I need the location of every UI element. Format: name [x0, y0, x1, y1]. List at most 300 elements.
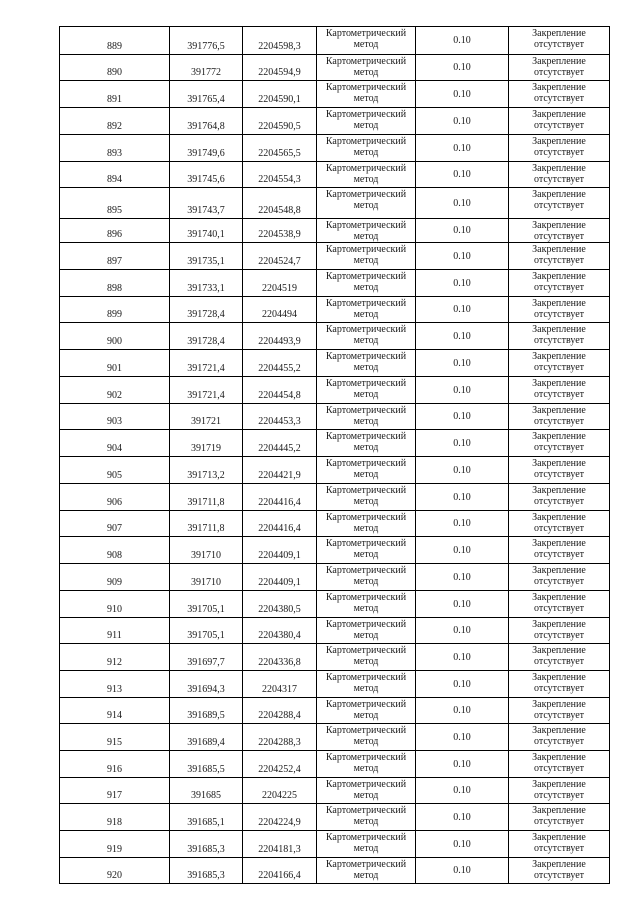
fixing-cell: [509, 108, 610, 135]
coordinate-x-text: 391711,8: [187, 523, 225, 534]
fixing-cell: [509, 81, 610, 108]
fixing-cell: [509, 135, 610, 162]
method-cell: [317, 751, 416, 778]
method-text: Картометрический метод: [325, 752, 407, 774]
fixing-cell: [509, 243, 610, 270]
coordinate-x-cell: [170, 564, 243, 591]
fixing-text: Закрепление отсутствует: [532, 832, 586, 854]
method-text: Картометрический метод: [325, 592, 407, 614]
coordinate-x-cell: [170, 108, 243, 135]
method-text: Картометрический метод: [325, 699, 407, 721]
method-text: Картометрический метод: [325, 220, 407, 242]
table-row: [60, 564, 610, 591]
point-number-text: 890: [107, 67, 122, 78]
accuracy-cell: [416, 377, 509, 404]
accuracy-text: 0.10: [453, 678, 471, 690]
method-text: Картометрический метод: [325, 271, 407, 293]
coordinate-y-cell: [243, 537, 317, 564]
coordinate-y-text: 2204380,5: [258, 604, 301, 615]
coordinate-y-cell: [243, 724, 317, 751]
coordinate-y-cell: [243, 350, 317, 377]
method-cell: [317, 591, 416, 618]
point-number-text: 910: [107, 604, 122, 615]
coordinate-x-text: 391765,4: [187, 94, 225, 105]
point-number-cell: [60, 219, 170, 243]
accuracy-text: 0.10: [453, 330, 471, 342]
table-row: [60, 751, 610, 778]
accuracy-text: 0.10: [453, 464, 471, 476]
method-text: Картометрический метод: [325, 565, 407, 587]
point-number-text: 904: [107, 443, 122, 454]
point-number-cell: [60, 564, 170, 591]
accuracy-text: 0.10: [453, 785, 471, 796]
table-row: [60, 108, 610, 135]
fixing-cell: [509, 724, 610, 751]
accuracy-text: 0.10: [453, 277, 471, 289]
method-cell: [317, 457, 416, 484]
coordinate-x-text: 391689,5: [187, 710, 225, 721]
method-text: Картометрический метод: [325, 512, 407, 534]
method-cell: [317, 484, 416, 511]
accuracy-cell: [416, 350, 509, 377]
point-number-text: 908: [107, 550, 122, 561]
method-text: Картометрический метод: [325, 458, 407, 480]
fixing-text: Закрепление отсутствует: [532, 405, 586, 427]
accuracy-cell: [416, 162, 509, 188]
coordinate-x-text: 391728,4: [187, 336, 225, 347]
accuracy-text: 0.10: [453, 625, 471, 636]
accuracy-cell: [416, 804, 509, 831]
coordinate-y-cell: [243, 430, 317, 457]
fixing-cell: [509, 162, 610, 188]
coordinate-x-cell: [170, 377, 243, 404]
coordinate-x-text: 391685,3: [187, 844, 225, 855]
fixing-text: Закрепление отсутствует: [532, 189, 586, 211]
coordinate-x-text: 391710: [191, 577, 221, 588]
coordinate-x-cell: [170, 511, 243, 537]
accuracy-text: 0.10: [453, 250, 471, 262]
coordinate-y-text: 2204590,5: [258, 121, 301, 132]
coordinate-y-cell: [243, 804, 317, 831]
fixing-cell: [509, 27, 610, 55]
coordinate-y-cell: [243, 108, 317, 135]
coordinate-y-text: 2204166,4: [258, 870, 301, 881]
point-number-text: 891: [107, 94, 122, 105]
accuracy-text: 0.10: [453, 384, 471, 396]
accuracy-text: 0.10: [453, 35, 471, 46]
accuracy-cell: [416, 457, 509, 484]
table-row: [60, 377, 610, 404]
accuracy-text: 0.10: [453, 62, 471, 73]
point-number-cell: [60, 484, 170, 511]
fixing-cell: [509, 55, 610, 81]
coordinate-y-text: 2204252,4: [258, 764, 301, 775]
table-row: [60, 323, 610, 350]
coordinate-y-text: 2204288,4: [258, 710, 301, 721]
fixing-text: Закрепление отсутствует: [532, 485, 586, 507]
coordinate-y-cell: [243, 457, 317, 484]
method-text: Картометрический метод: [325, 378, 407, 400]
point-number-cell: [60, 55, 170, 81]
fixing-text: Закрепление отсутствует: [532, 592, 586, 614]
method-cell: [317, 270, 416, 297]
fixing-text: Закрепление отсутствует: [532, 619, 586, 641]
table-row: [60, 511, 610, 537]
point-number-cell: [60, 644, 170, 671]
coordinate-x-cell: [170, 831, 243, 858]
accuracy-cell: [416, 270, 509, 297]
point-number-cell: [60, 243, 170, 270]
point-number-text: 920: [107, 870, 122, 881]
accuracy-cell: [416, 564, 509, 591]
coordinate-y-text: 2204538,9: [258, 229, 301, 240]
method-text: Картометрический метод: [325, 859, 407, 881]
fixing-text: Закрепление отсутствует: [532, 699, 586, 721]
coordinate-y-text: 2204317: [262, 684, 297, 695]
coordinate-y-cell: [243, 135, 317, 162]
coordinate-y-cell: [243, 323, 317, 350]
coordinate-y-text: 2204565,5: [258, 148, 301, 159]
table-row: [60, 270, 610, 297]
point-number-text: 912: [107, 657, 122, 668]
method-cell: [317, 404, 416, 430]
coordinate-x-text: 391743,7: [187, 205, 225, 216]
method-text: Картометрический метод: [325, 405, 407, 427]
accuracy-text: 0.10: [453, 811, 471, 823]
method-text: Картометрический метод: [325, 163, 407, 185]
coordinate-x-cell: [170, 644, 243, 671]
point-number-cell: [60, 27, 170, 55]
accuracy-cell: [416, 484, 509, 511]
table-row: [60, 81, 610, 108]
point-number-cell: [60, 404, 170, 430]
point-number-text: 914: [107, 710, 122, 721]
method-text: Картометрический метод: [325, 82, 407, 104]
point-number-text: 909: [107, 577, 122, 588]
coordinate-y-cell: [243, 778, 317, 804]
coordinate-x-text: 391685,1: [187, 817, 225, 828]
method-text: Картометрический метод: [325, 351, 407, 373]
method-text: Картометрический метод: [325, 109, 407, 131]
method-cell: [317, 537, 416, 564]
point-number-cell: [60, 430, 170, 457]
method-cell: [317, 243, 416, 270]
fixing-cell: [509, 484, 610, 511]
coordinate-x-cell: [170, 55, 243, 81]
fixing-cell: [509, 564, 610, 591]
method-text: Картометрический метод: [325, 485, 407, 507]
point-number-cell: [60, 188, 170, 219]
accuracy-cell: [416, 81, 509, 108]
method-text: Картометрический метод: [325, 832, 407, 854]
fixing-cell: [509, 618, 610, 644]
point-number-cell: [60, 778, 170, 804]
accuracy-cell: [416, 778, 509, 804]
coordinate-x-cell: [170, 537, 243, 564]
fixing-text: Закрепление отсутствует: [532, 779, 586, 801]
accuracy-cell: [416, 219, 509, 243]
fixing-cell: [509, 831, 610, 858]
fixing-text: Закрепление отсутствует: [532, 645, 586, 667]
coordinate-y-cell: [243, 270, 317, 297]
coordinate-y-cell: [243, 81, 317, 108]
accuracy-cell: [416, 537, 509, 564]
accuracy-text: 0.10: [453, 437, 471, 449]
point-number-cell: [60, 297, 170, 323]
point-number-text: 913: [107, 684, 122, 695]
coordinate-x-text: 391685,3: [187, 870, 225, 881]
coordinate-x-cell: [170, 778, 243, 804]
fixing-text: Закрепление отсутствует: [532, 109, 586, 131]
coordinate-y-text: 2204519: [262, 283, 297, 294]
accuracy-cell: [416, 671, 509, 698]
accuracy-cell: [416, 404, 509, 430]
method-cell: [317, 377, 416, 404]
accuracy-cell: [416, 618, 509, 644]
table-row: [60, 243, 610, 270]
coordinate-x-text: 391719: [191, 443, 221, 454]
fixing-text: Закрепление отсутствует: [532, 431, 586, 453]
coordinate-x-text: 391776,5: [187, 41, 225, 52]
method-text: Картометрический метод: [325, 28, 407, 50]
method-text: Картометрический метод: [325, 779, 407, 801]
coordinate-x-text: 391772: [191, 67, 221, 78]
method-cell: [317, 188, 416, 219]
point-number-cell: [60, 804, 170, 831]
coordinate-x-cell: [170, 698, 243, 724]
method-cell: [317, 297, 416, 323]
method-text: Картометрический метод: [325, 324, 407, 346]
coordinate-x-cell: [170, 81, 243, 108]
coordinate-x-text: 391713,2: [187, 470, 225, 481]
coordinate-x-text: 391705,1: [187, 604, 225, 615]
fixing-cell: [509, 404, 610, 430]
fixing-text: Закрепление отсутствует: [532, 512, 586, 534]
fixing-text: Закрепление отсутствует: [532, 351, 586, 373]
point-number-text: 917: [107, 790, 122, 801]
table-row: [60, 618, 610, 644]
fixing-text: Закрепление отсутствует: [532, 82, 586, 104]
method-cell: [317, 804, 416, 831]
coordinate-x-text: 391711,8: [187, 497, 225, 508]
coordinate-x-cell: [170, 804, 243, 831]
fixing-cell: [509, 188, 610, 219]
point-number-cell: [60, 81, 170, 108]
fixing-text: Закрепление отсутствует: [532, 805, 586, 827]
coordinate-x-cell: [170, 219, 243, 243]
method-cell: [317, 858, 416, 884]
method-text: Картометрический метод: [325, 619, 407, 641]
coordinate-y-cell: [243, 377, 317, 404]
table-row: [60, 591, 610, 618]
accuracy-cell: [416, 55, 509, 81]
coordinate-y-text: 2204453,3: [258, 416, 301, 427]
coordinate-y-text: 2204554,3: [258, 174, 301, 185]
coordinate-y-cell: [243, 591, 317, 618]
coordinate-y-cell: [243, 188, 317, 219]
method-cell: [317, 618, 416, 644]
fixing-cell: [509, 457, 610, 484]
table-row: [60, 644, 610, 671]
accuracy-text: 0.10: [453, 169, 471, 180]
coordinate-x-cell: [170, 404, 243, 430]
fixing-cell: [509, 219, 610, 243]
table-row: [60, 162, 610, 188]
accuracy-text: 0.10: [453, 838, 471, 850]
coordinate-y-text: 2204336,8: [258, 657, 301, 668]
fixing-cell: [509, 698, 610, 724]
point-number-text: 919: [107, 844, 122, 855]
coordinate-x-text: 391694,3: [187, 684, 225, 695]
method-cell: [317, 831, 416, 858]
coordinate-x-cell: [170, 671, 243, 698]
fixing-cell: [509, 778, 610, 804]
coordinate-y-text: 2204409,1: [258, 577, 301, 588]
coordinate-y-text: 2204598,3: [258, 41, 301, 52]
coordinate-x-cell: [170, 724, 243, 751]
fixing-cell: [509, 350, 610, 377]
coordinate-y-text: 2204416,4: [258, 523, 301, 534]
method-cell: [317, 430, 416, 457]
coordinate-x-text: 391710: [191, 550, 221, 561]
point-number-cell: [60, 377, 170, 404]
accuracy-text: 0.10: [453, 304, 471, 315]
fixing-text: Закрепление отсутствует: [532, 725, 586, 747]
fixing-text: Закрепление отсутствует: [532, 324, 586, 346]
coordinate-y-cell: [243, 27, 317, 55]
method-text: Картометрический метод: [325, 431, 407, 453]
accuracy-text: 0.10: [453, 225, 471, 236]
coordinate-x-cell: [170, 323, 243, 350]
accuracy-text: 0.10: [453, 731, 471, 743]
method-cell: [317, 350, 416, 377]
point-number-text: 889: [107, 41, 122, 52]
accuracy-cell: [416, 430, 509, 457]
fixing-text: Закрепление отсутствует: [532, 752, 586, 774]
coordinate-y-cell: [243, 484, 317, 511]
point-number-cell: [60, 724, 170, 751]
point-number-cell: [60, 135, 170, 162]
accuracy-cell: [416, 858, 509, 884]
method-cell: [317, 108, 416, 135]
coordinate-x-cell: [170, 135, 243, 162]
point-number-cell: [60, 270, 170, 297]
accuracy-text: 0.10: [453, 518, 471, 529]
point-number-text: 898: [107, 283, 122, 294]
coordinate-y-text: 2204288,3: [258, 737, 301, 748]
coordinate-y-text: 2204181,3: [258, 844, 301, 855]
accuracy-cell: [416, 751, 509, 778]
coordinate-y-cell: [243, 219, 317, 243]
coordinate-y-cell: [243, 297, 317, 323]
point-number-cell: [60, 698, 170, 724]
point-number-text: 892: [107, 121, 122, 132]
fixing-text: Закрепление отсутствует: [532, 244, 586, 266]
coordinate-x-text: 391733,1: [187, 283, 225, 294]
coordinate-y-cell: [243, 644, 317, 671]
coordinate-x-text: 391749,6: [187, 148, 225, 159]
fixing-text: Закрепление отсутствует: [532, 163, 586, 185]
coordinate-x-text: 391685: [191, 790, 221, 801]
fixing-text: Закрепление отсутствует: [532, 859, 586, 881]
coordinate-x-text: 391728,4: [187, 309, 225, 320]
table-row: [60, 804, 610, 831]
accuracy-cell: [416, 297, 509, 323]
accuracy-cell: [416, 243, 509, 270]
coordinate-y-cell: [243, 55, 317, 81]
accuracy-text: 0.10: [453, 705, 471, 716]
table-row: [60, 778, 610, 804]
coordinate-x-cell: [170, 457, 243, 484]
accuracy-text: 0.10: [453, 88, 471, 100]
accuracy-cell: [416, 644, 509, 671]
fixing-text: Закрепление отсутствует: [532, 458, 586, 480]
table-row: [60, 537, 610, 564]
coordinate-y-text: 2204224,9: [258, 817, 301, 828]
coordinate-x-cell: [170, 858, 243, 884]
point-number-cell: [60, 858, 170, 884]
fixing-text: Закрепление отсутствует: [532, 271, 586, 293]
method-cell: [317, 323, 416, 350]
coordinate-y-text: 2204416,4: [258, 497, 301, 508]
fixing-cell: [509, 671, 610, 698]
accuracy-cell: [416, 591, 509, 618]
coordinate-x-cell: [170, 188, 243, 219]
coordinate-y-text: 2204455,2: [258, 363, 301, 374]
coordinate-x-cell: [170, 591, 243, 618]
coordinate-x-cell: [170, 430, 243, 457]
accuracy-text: 0.10: [453, 758, 471, 770]
accuracy-text: 0.10: [453, 411, 471, 422]
fixing-cell: [509, 804, 610, 831]
point-number-text: 907: [107, 523, 122, 534]
method-text: Картометрический метод: [325, 189, 407, 211]
fixing-cell: [509, 377, 610, 404]
coordinate-y-cell: [243, 404, 317, 430]
fixing-cell: [509, 537, 610, 564]
fixing-cell: [509, 297, 610, 323]
coordinate-x-cell: [170, 618, 243, 644]
table-row: [60, 724, 610, 751]
fixing-text: Закрепление отсутствует: [532, 672, 586, 694]
fixing-cell: [509, 858, 610, 884]
point-number-cell: [60, 751, 170, 778]
coordinate-y-text: 2204590,1: [258, 94, 301, 105]
coordinate-y-cell: [243, 162, 317, 188]
coordinate-x-cell: [170, 484, 243, 511]
coordinate-x-text: 391735,1: [187, 256, 225, 267]
accuracy-text: 0.10: [453, 357, 471, 369]
point-number-cell: [60, 831, 170, 858]
coordinates-table-body: [60, 27, 610, 884]
coordinate-y-text: 2204493,9: [258, 336, 301, 347]
table-row: [60, 858, 610, 884]
method-cell: [317, 698, 416, 724]
table-row: [60, 831, 610, 858]
fixing-text: Закрепление отсутствует: [532, 56, 586, 78]
fixing-cell: [509, 511, 610, 537]
point-number-text: 905: [107, 470, 122, 481]
fixing-cell: [509, 270, 610, 297]
point-number-text: 899: [107, 309, 122, 320]
coordinate-x-text: 391764,8: [187, 121, 225, 132]
table-row: [60, 430, 610, 457]
method-text: Картометрический метод: [325, 725, 407, 747]
point-number-text: 894: [107, 174, 122, 185]
accuracy-text: 0.10: [453, 865, 471, 876]
fixing-text: Закрепление отсутствует: [532, 538, 586, 560]
coordinate-x-cell: [170, 27, 243, 55]
